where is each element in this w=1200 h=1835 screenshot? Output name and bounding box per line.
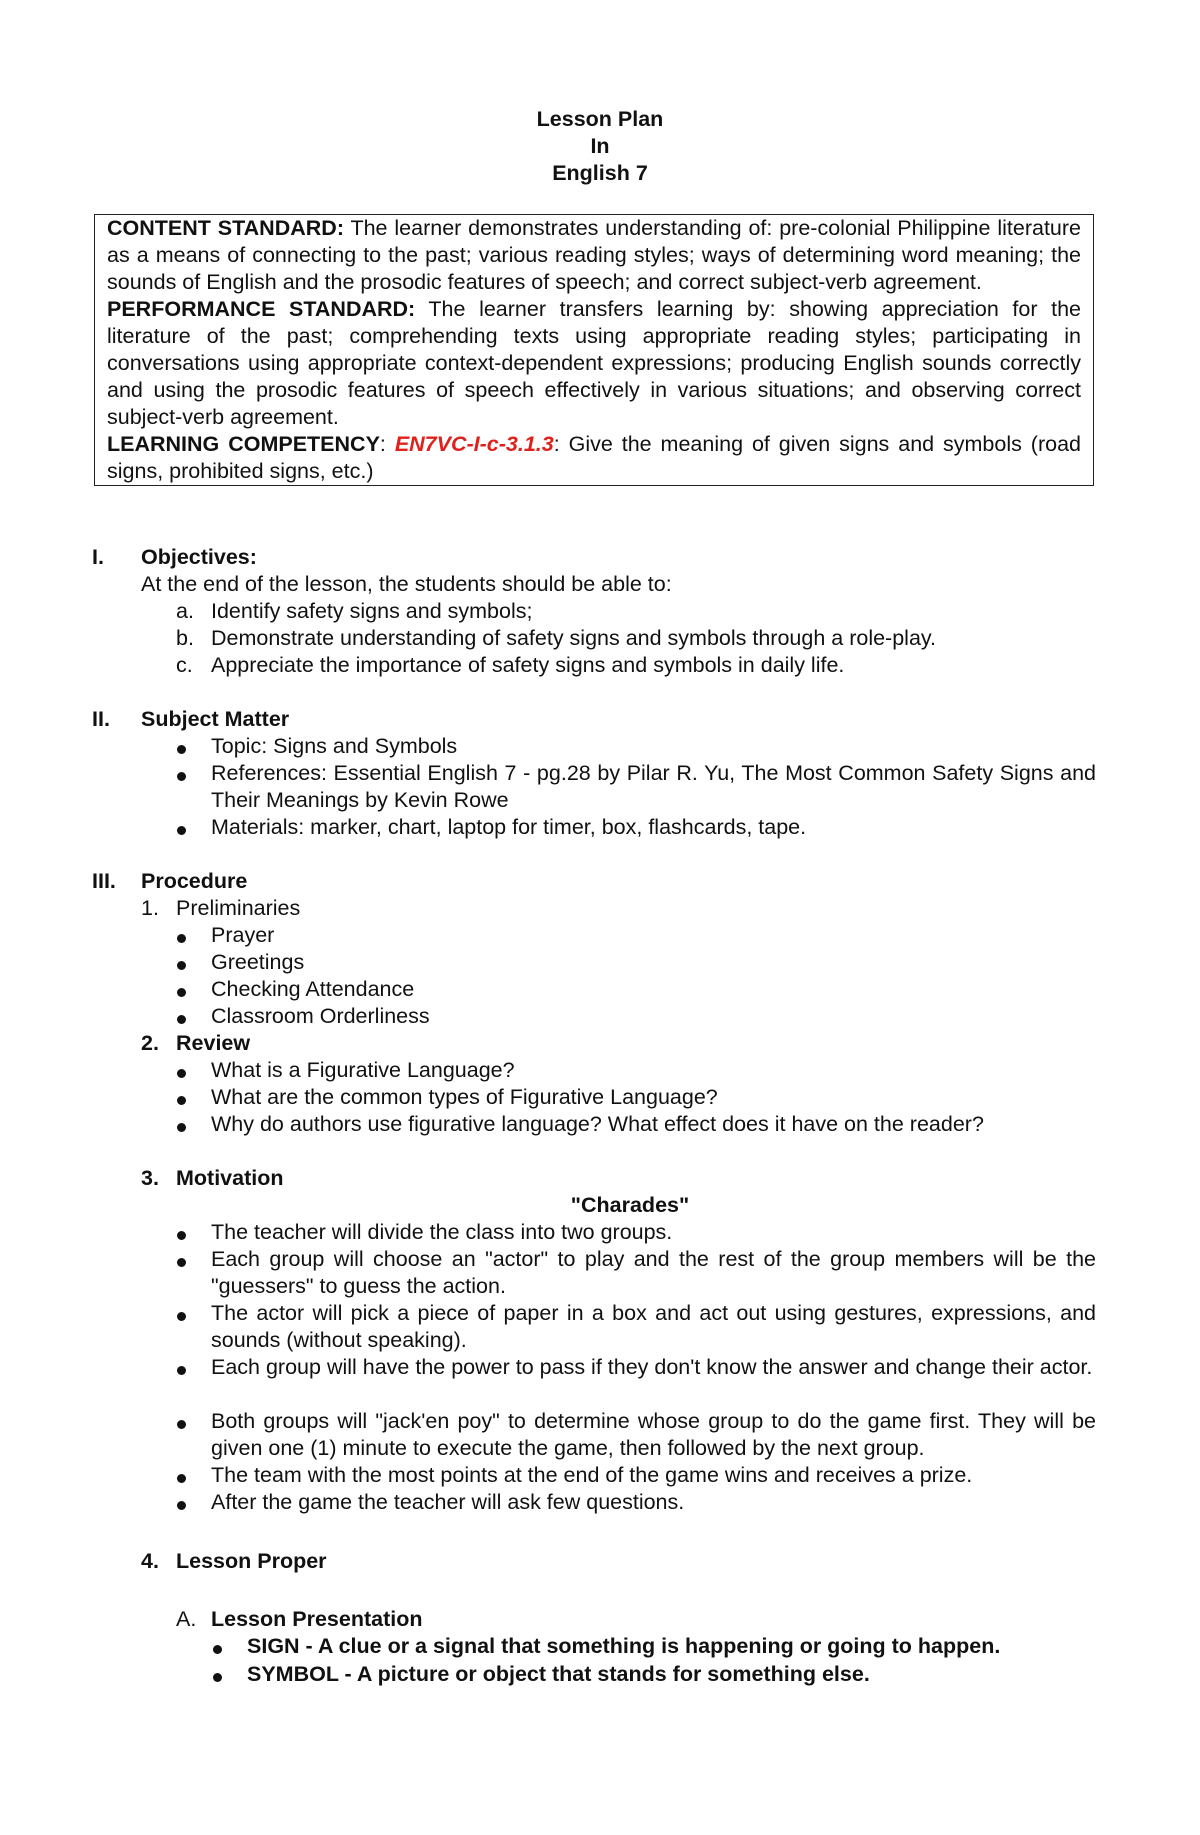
review-number: 2. — [141, 1031, 159, 1055]
objective-item-b: Demonstrate understanding of safety signs and symbols through a role-play. — [211, 626, 937, 650]
learning-competency-colon: : — [379, 432, 395, 456]
bullet-icon — [213, 1673, 222, 1682]
review-item: What are the common types of Figurative Language? — [211, 1085, 718, 1109]
preliminaries-title: Preliminaries — [176, 896, 301, 920]
standards-box — [94, 214, 1094, 486]
subject-matter-roman: II. — [92, 707, 110, 731]
objective-item-c: Appreciate the importance of safety signs and symbols in daily life. — [211, 653, 845, 677]
motivation-item: The team with the most points at the end of the game wins and receives a prize. — [211, 1463, 973, 1487]
document-title — [0, 106, 1200, 187]
subject-references: References: Essential English 7 - pg.28 by Pilar R. Yu, The Most Common Safety Signs and Their Meanings by Kevin Rowe — [211, 761, 1096, 812]
bullet-icon — [177, 1258, 186, 1267]
bullet-icon — [177, 961, 186, 970]
title-line-3: English 7 — [552, 161, 648, 185]
review-item: Why do authors use figurative language? What effect does it have on the reader? — [211, 1112, 984, 1136]
content-standard-label: CONTENT STANDARD: — [107, 216, 344, 240]
objective-item-a: Identify safety signs and symbols; — [211, 599, 533, 623]
preliminaries-item: Checking Attendance — [211, 977, 415, 1001]
objectives-intro: At the end of the lesson, the students should be able to: — [141, 572, 672, 596]
objectives-roman: I. — [92, 545, 104, 569]
lesson-proper-title: Lesson Proper — [176, 1549, 327, 1573]
procedure-roman: III. — [92, 869, 116, 893]
bullet-icon — [177, 1231, 186, 1240]
bullet-icon — [177, 1366, 186, 1375]
lesson-presentation-title: Lesson Presentation — [211, 1607, 423, 1631]
learning-competency-label: LEARNING COMPETENCY — [107, 432, 380, 456]
subject-matter-heading: Subject Matter — [141, 707, 290, 731]
learning-competency-text: : Give the meaning of given signs and symbols (road signs, prohibited signs, etc.) — [107, 432, 1081, 483]
learning-competency-code: EN7VC-I-c-3.1.3 — [394, 432, 554, 456]
performance-standard-label: PERFORMANCE STANDARD: — [107, 297, 416, 321]
motivation-number: 3. — [141, 1166, 159, 1190]
bullet-icon — [177, 1096, 186, 1105]
bullet-icon — [177, 988, 186, 997]
subject-topic: Topic: Signs and Symbols — [211, 734, 458, 758]
procedure-heading: Procedure — [141, 869, 248, 893]
definition-sign: SIGN - A clue or a signal that something is happening or going to happen. — [247, 1634, 1001, 1658]
bullet-icon — [177, 1501, 186, 1510]
bullet-icon — [177, 934, 186, 943]
bullet-icon — [177, 1474, 186, 1483]
motivation-item: Each group will choose an "actor" to play and the rest of the group members will be the "guessers" to guess the action. — [211, 1247, 1096, 1298]
bullet-icon — [177, 1069, 186, 1078]
learning-competency — [107, 431, 1081, 485]
motivation-item: The teacher will divide the class into two groups. — [211, 1220, 673, 1244]
preliminaries-item: Classroom Orderliness — [211, 1004, 430, 1028]
bullet-icon — [177, 745, 186, 754]
review-title: Review — [176, 1031, 251, 1055]
preliminaries-item: Greetings — [211, 950, 305, 974]
bullet-icon — [177, 772, 186, 781]
bullet-icon — [177, 1123, 186, 1132]
objective-letter-c: c. — [176, 653, 193, 677]
lesson-presentation-letter: A. — [176, 1607, 197, 1631]
motivation-item: After the game the teacher will ask few questions. — [211, 1490, 685, 1514]
preliminaries-number: 1. — [141, 896, 159, 920]
objectives-heading: Objectives: — [141, 545, 257, 569]
bullet-icon — [177, 1312, 186, 1321]
charades-title: "Charades" — [570, 1193, 690, 1217]
title-line-1: Lesson Plan — [536, 107, 664, 131]
preliminaries-item: Prayer — [211, 923, 275, 947]
motivation-item: The actor will pick a piece of paper in a box and act out using gestures, expressions, and sounds (without speaking). — [211, 1301, 1096, 1352]
motivation-item: Both groups will "jack'en poy" to determine whose group to do the game first. They will be given one (1) minute to execute the game, then followed by the next group. — [211, 1409, 1096, 1460]
bullet-icon — [177, 1015, 186, 1024]
title-line-2: In — [590, 134, 610, 158]
content-standard-text: The learner demonstrates understanding of: pre-colonial Philippine literature as a means of connecting to the past; various reading styles; ways of determining word meaning; the sounds of English and the prosodic features of speech; and correct subject-verb agreement. — [107, 216, 1081, 294]
subject-materials: Materials: marker, chart, laptop for timer, box, flashcards, tape. — [211, 815, 807, 839]
bullet-icon — [213, 1645, 222, 1654]
performance-standard — [107, 296, 1081, 431]
definition-symbol: SYMBOL - A picture or object that stands for something else. — [247, 1662, 870, 1686]
motivation-item: Each group will have the power to pass if they don't know the answer and change their actor. — [211, 1355, 1093, 1379]
bullet-icon — [177, 826, 186, 835]
content-standard — [107, 215, 1081, 296]
objective-letter-a: a. — [176, 599, 194, 623]
lesson-proper-number: 4. — [141, 1549, 159, 1573]
review-item: What is a Figurative Language? — [211, 1058, 515, 1082]
bullet-icon — [177, 1420, 186, 1429]
motivation-title: Motivation — [176, 1166, 284, 1190]
performance-standard-text: The learner transfers learning by: showing appreciation for the literature of the past; comprehending texts using appropriate reading styles; participating in conversations using appropriate context-dependent expressions; producing English sounds correctly and using the prosodic features of speech effectively in various situations; and observing correct subject-verb agreement. — [107, 297, 1081, 429]
objective-letter-b: b. — [176, 626, 194, 650]
